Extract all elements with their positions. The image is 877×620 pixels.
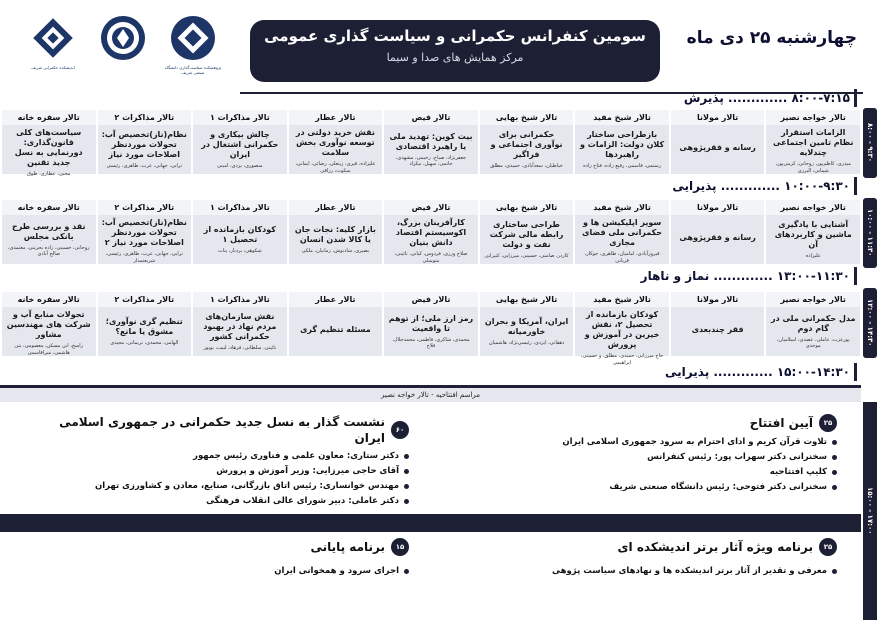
item-text: سخنرانی دکتر فتوحی: رئیس دانشگاه صنعتی شریف [609,482,827,492]
hall-topic: نقش خرید دولتی در توسعه نوآوری بخش سلامت [295,128,375,157]
label-marker [854,363,857,381]
block-title: برنامه پایانی [310,539,385,554]
hall-body [98,307,192,356]
hall-cell [480,110,574,174]
hall-cell [575,110,669,174]
label-marker [854,177,857,195]
diamond-logo-icon [169,14,217,62]
hall-body [98,215,192,267]
hall-cell [98,292,192,356]
hall-cell [575,200,669,264]
hall-body [2,215,96,264]
hall-topic: کودکان بازمانده از تحصیل ۲، نقش خیرین در آموزش و پرورش [584,310,660,349]
hall-name: تالار مذاکرات ۲ [98,200,192,215]
hall-name: تالار شیخ بهایی [480,200,574,215]
reception-label-text: ۱۵:۰۰-۱۴:۳۰ ............. پذیرایی [665,365,850,379]
block-title: آیین افتتاح [749,415,813,430]
session-3-label [641,266,857,286]
conference-title-box [250,20,660,82]
item-text: معرفی و تقدیر از آثار برتر اندیشکده ها و نهادهای سیاست پژوهی [552,566,827,576]
hall-speakers: نائینی، سلطانی، فرهاد، لبیب، بویور [203,344,277,351]
panel-block [29,414,409,506]
block-head [29,414,409,446]
block-head [507,538,837,556]
list-item [29,566,409,576]
logo-policy-institute [162,14,224,92]
bullet-icon [832,455,837,460]
bullet-icon [832,569,837,574]
divider-strip [0,514,861,532]
item-text: کلیپ افتتاحیه [769,467,827,477]
item-text: آقای حاجی میرزایی: وزیر آموزش و پرورش [216,466,399,477]
logo-sharif-university [92,14,154,92]
hall-speakers: پورعزت، عاملی، عضدی، اسلامیان، موحدی [776,336,850,349]
think-tank-block [507,538,837,576]
list-item [507,566,837,576]
hall-name: تالار شیخ مفید [575,200,669,215]
hall-cell [766,110,860,174]
reception-label [665,362,857,382]
hall-cell [384,110,478,174]
hall-name: تالار مذاکرات ۲ [98,110,192,125]
hall-speakers: جعفرنژاد، صباح، رحیمی، مشهدی، حاتمی، سهیل، نیکزاد [395,154,467,167]
hall-body [193,125,287,174]
hall-cell [193,200,287,264]
hall-body [2,307,96,359]
hall-name: تالار عطار [289,292,383,307]
hall-body [575,215,669,267]
hall-speakers: دهقانی، ایزدی، رئیسی‌نژاد، هاشمیان [488,339,565,346]
bullet-icon [404,469,409,474]
hall-name: تالار مولانا [671,292,765,307]
hall-name: تالار عطار [289,110,383,125]
block-title: نشست گذار به نسل جدید حکمرانی در جمهوری اسلامی ایران [59,415,385,446]
hall-speakers: بصیری، شادنوش، زمانیان، ملکی [301,247,370,254]
hall-topic: بازار کلیه: نجات جان یا کالا شدن انسان [294,224,376,244]
hall-speakers: علیزاده، قیری، زینعلی، رضائی، ایمانی، سکوت، رزاقی [295,161,376,174]
hall-name: تالار خواجه نصیر [766,110,860,125]
block-head [507,414,837,432]
closing-block [29,538,409,576]
time-bar-1: ۸:۰۰ - ۹:۳۰ [863,108,877,178]
hall-topic: بیت کوین: تهدید ملی یا راهبرد اقتصادی [389,131,473,151]
hall-speakers: راسخ، ابن مسکن، معصومی، بنی هاشمی، میراقاسمی [14,343,84,356]
item-text: دکتر عاملی: دبیر شورای عالی انقلاب فرهنگی [206,496,399,507]
hall-name: تالار مولانا [671,110,765,125]
block-title: برنامه ویژه آثار برتر اندیشکده ای [617,539,813,554]
hall-body [193,307,287,356]
hall-cell [575,292,669,366]
university-seal-icon [99,14,147,62]
item-text: سخنرانی دکتر سهراب پور: رئیس کنفرانس [647,452,827,462]
hall-body [384,307,478,356]
hall-cell [289,292,383,356]
hall-name: تالار مذاکرات ۱ [193,110,287,125]
item-text: دکتر ستاری: معاون علمی و فناوری رئیس جمهور [193,451,399,462]
label-marker [854,89,857,107]
hall-body [289,307,383,356]
hall-body [575,307,669,369]
hall-name: تالار خواجه نصیر [766,200,860,215]
hall-topic: کودکان بازمانده از تحصیل ۱ [203,224,276,244]
bullet-icon [404,484,409,489]
hall-cell [671,200,765,264]
logo-sharif-think-tank [22,14,84,92]
list-item [29,466,409,476]
bullet-icon [832,440,837,445]
bullet-icon [404,499,409,504]
list-item [507,482,837,492]
opening-block [507,414,837,492]
item-text: مهندس خوانساری: رئیس اتاق بازرگانی، صنایع، معادن و کشاورزی تهران [94,481,399,492]
hall-name: تالار فیض [384,200,478,215]
hall-speakers: شکوهی، بردبار، ینات [218,247,262,254]
item-text: تلاوت قرآن کریم و ادای احترام به سرود جمهوری اسلامی ایران [562,437,827,447]
hall-cell [671,292,765,356]
hall-topic: بازطراحی ساختار کلان دولت: الزامات و راهبردها [580,129,665,159]
duration-badge: ۲۵ [819,538,837,556]
item-text: اجرای سرود و همخوانی ایران [274,566,399,576]
hall-body [480,125,574,174]
diamond-logo-icon [29,14,77,62]
hall-body [671,307,765,356]
hall-name: تالار شیخ بهایی [480,292,574,307]
hall-cell [193,292,287,356]
conference-venue: مرکز همایش های صدا و سیما [386,51,524,64]
logos [22,14,232,92]
hall-speakers: الهامی، محمدی، نریمانی، مجیدی [110,339,179,346]
opening-ceremony-label: مراسم افتتاحیه - تالار خواجه نصیر [0,388,861,402]
session-label-text: ۱۳:۰۰-۱۱:۳۰ ............. نماز و ناهار [640,269,850,283]
hall-body [98,125,192,174]
hall-body [671,215,765,264]
hall-topic: کارآفرینان بزرگ، اکوسیستم اقتصاد دانش بنیان [395,218,467,247]
hall-topic: فقر چندبعدی [691,325,744,334]
hall-body [193,215,287,264]
hall-cell [98,200,192,264]
hall-speakers: صلاح ورزی، فردوس، کیانی، نائینی، متوسلی [394,251,468,264]
hall-speakers: کاردر، صامتی، حسینی، میرزایی، کتیرایی [484,252,569,259]
hall-cell [2,200,96,264]
hall-name: تالار عطار [289,200,383,215]
logo-caption: اندیشکده حکمرانی شریف [31,65,75,70]
hall-cell [2,110,96,177]
block-head [29,538,409,556]
hall-name: تالار شیخ مفید [575,292,669,307]
hall-topic: چالش بیکاری و حکمرانی اشتغال در ایران [201,129,279,159]
bullet-icon [404,569,409,574]
hall-name: تالار مولانا [671,200,765,215]
hall-topic: حکمرانی برای نوآوری اجتماعی و فراگیر [490,129,563,159]
hall-name: تالار مذاکرات ۱ [193,292,287,307]
bullet-icon [832,485,837,490]
hall-cell [384,200,478,264]
hall-speakers: علیزاده [805,252,821,259]
hall-topic: رسانه و فقرپژوهی [679,143,756,152]
hall-speakers: حاج میرزایی، حمیدی، مطلق، و حسینی، ابراهیمی [580,353,664,366]
hall-cell [289,110,383,174]
hall-speakers: میدری، کاظم‌پور، روحانی، کرمی‌پور، شیبانی، البرزی [775,161,851,174]
hall-cell [766,292,860,356]
session-label-text: ۱۰:۰۰-۹:۳۰ ............. پذیرایی [672,179,850,193]
duration-badge: ۶۰ [391,421,409,439]
divider-strip [0,385,861,388]
hall-body [2,125,96,181]
hall-cell [2,292,96,356]
session-2-label [672,176,857,196]
list-item [507,467,837,477]
hall-topic: رسانه و فقرپژوهی [679,233,756,242]
hall-speakers: فیروزآبادی، امامیان، طاهری، جوکار، قربانی [584,251,660,264]
hall-topic: ایران، آمریکا و بحران خاورمیانه [484,316,569,336]
hall-topic: نظام(ناز)تخصیص آب: تحولات موردنظر اصلاحات مورد نیاز ۲ [101,218,187,247]
hall-speakers: منصوری، یزدی، امینی [217,162,263,169]
hall-name: تالار فیض [384,110,478,125]
session-2-halls [2,200,860,264]
logo-caption: پژوهشکده سیاست‌گذاری دانشگاه صنعتی شریف [164,65,222,75]
hall-name: تالار فیض [384,292,478,307]
session-1-halls [2,110,860,177]
hall-cell [671,110,765,174]
hall-speakers: ترابی، جهانی، عرب، طاهری، رئیسی [106,162,183,169]
time-bar-bottom: ۱۵:۰۰ - ۱۷:۰۰ [863,402,877,620]
hall-speakers: محمدی، شاکری، فاطمی، محمدجلال، فلاح [392,336,470,349]
hall-topic: مدل حکمرانی ملی در گام دوم [770,313,856,333]
hall-speakers: خیاطیان، سعدآبادی، حمیدی، مطلق [490,162,563,169]
hall-name: تالار شیخ مفید [575,110,669,125]
list-item [29,451,409,461]
hall-topic: سیاست‌های کلی قانون‌گذاری: دورنمایی به نسل جدید تقنین [14,128,83,167]
hall-topic: رمز ارز ملی؛ از توهم تا واقعیت [388,313,474,333]
hall-cell [480,200,574,264]
hall-topic: تنظیم گری نوآوری؛ مشوق یا مانع؟ [105,316,183,336]
time-bar-2: ۱۰:۰۰ - ۱۱:۳۰ [863,198,877,268]
bullet-icon [404,454,409,459]
hall-cell [193,110,287,174]
hall-speakers: محبی، عطاری، طوق [27,171,71,177]
hall-body [289,215,383,264]
hall-topic: الزامات استقرار نظام تامین اجتماعی چندلایه [773,128,854,157]
hall-name: تالار مذاکرات ۱ [193,200,287,215]
hall-cell [98,110,192,174]
hall-topic: آشنایی با یادگیری ماشین و کاربردهای آن [774,219,852,249]
session-1-label [684,88,857,108]
hall-topic: نقد و بررسی طرح بانکی مجلس [11,221,86,241]
hall-speakers: روحانی، حسینی، زاده بحرینی، معتمدی، صالح آبادی [7,244,90,257]
hall-body [671,125,765,174]
hall-cell [289,200,383,264]
duration-badge: ۲۵ [819,414,837,432]
hall-topic: طراحی ساختاری رابطه مالی شرکت نفت و دولت [489,219,564,249]
label-marker [854,267,857,285]
hall-topic: مسئله تنظیم گری [300,325,371,334]
hall-name: تالار سفره خانه [2,292,96,307]
hall-cell [384,292,478,356]
hall-body [480,307,574,356]
event-date: چهارشنبه ۲۵ دی ماه [686,28,857,48]
hall-body [766,307,860,356]
hall-name: تالار سفره خانه [2,110,96,125]
hall-body [766,215,860,264]
hall-body [289,125,383,177]
hall-body [575,125,669,174]
hall-topic: تحولات منابع آب و شرکت های مهندسین مشاور [6,310,91,339]
hall-cell [766,200,860,264]
time-bar-3: ۱۲:۰۰ - ۱۴:۳۰ [863,288,877,358]
list-item [29,481,409,491]
bullet-icon [832,470,837,475]
hall-name: تالار خواجه نصیر [766,292,860,307]
hall-body [384,125,478,174]
hall-body [384,215,478,267]
list-item [29,496,409,506]
hall-body [766,125,860,177]
list-item [507,437,837,447]
hall-name: تالار مذاکرات ۲ [98,292,192,307]
hall-speakers: ترابی، جهانی، عرب، طاهری، رئیسی، شریعتمدار [105,251,183,264]
hall-name: تالار شیخ بهایی [480,110,574,125]
conference-title: سومین کنفرانس حکمرانی و سیاست گذاری عمومی [264,27,646,45]
hall-topic: سوپر اپلیکیشن ها و حکمرانی ملی فضای مجازی [582,218,663,247]
hall-topic: نقش سازمان‌های مردم نهاد در بهبود حکمرانی کشور [203,311,277,341]
session-label-text: ۸:۰۰-۷:۱۵ ............. پذیرش [683,91,850,105]
hall-body [480,215,574,264]
hall-speakers: رستمی، قاسمی، رفیع زاده، فتاح زاده [583,162,662,169]
hall-cell [480,292,574,356]
hall-topic: نظام(ناز)تخصیص آب: تحولات موردنظر اصلاحات مورد نیاز [101,129,187,159]
session-3-halls [2,292,860,366]
list-item [507,452,837,462]
duration-badge: ۱۵ [391,538,409,556]
hall-name: تالار سفره خانه [2,200,96,215]
